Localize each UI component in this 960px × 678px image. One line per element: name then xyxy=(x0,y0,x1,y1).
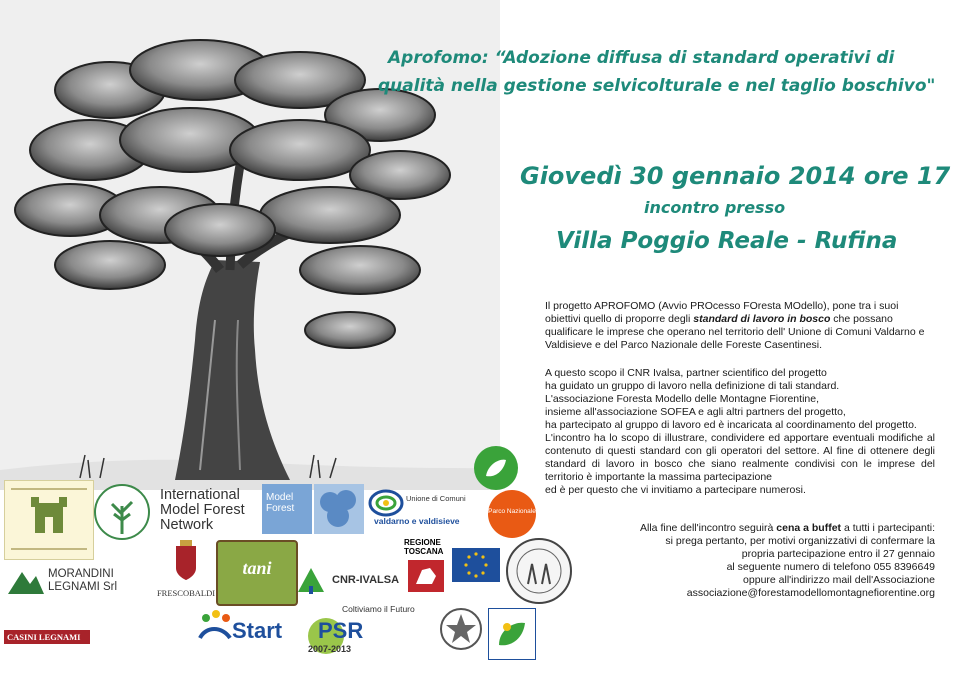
unione-label: Unione di Comuni xyxy=(406,494,466,503)
tree-triangle-icon xyxy=(296,566,326,594)
psr-label: PSR xyxy=(318,618,364,643)
buffet-line: si prega pertanto, per motivi organizzativi di confermare la xyxy=(665,535,935,547)
cnr-ivalsa-logo xyxy=(296,566,406,600)
valdarno-label: valdarno e valdisieve xyxy=(374,516,460,526)
unione-comuni-logo xyxy=(368,488,476,528)
imfn-line-2: Model Forest xyxy=(160,502,245,518)
star-emblem-icon xyxy=(436,602,486,656)
eu-flag-icon xyxy=(452,548,500,582)
morandini-line-2: LEGNAMI Srl xyxy=(48,581,118,593)
model-forest-box-text: Model Forest xyxy=(266,492,295,514)
buffet-text-a: Alla fine dell'incontro seguirà xyxy=(640,522,777,534)
associazione-foresta-modello-logo xyxy=(4,480,94,560)
seal-logo xyxy=(506,538,572,604)
coltiviamo-label: Coltiviamo il Futuro xyxy=(342,604,415,614)
casini-legnami-logo xyxy=(4,630,90,660)
model-forest-circles-logo xyxy=(314,484,364,534)
subtitle-line-2: qualità nella gestione selvicolturale e nel taglio boschivo" xyxy=(378,76,936,96)
venue-title: Villa Poggio Reale - Rufina xyxy=(556,228,898,254)
intro-text-b: che possano qualificare le imprese che operano nel territorio dell' Unione di Comuni Valdarno e Valdisieve e del Parco Nazionale delle Foreste Casentinesi. xyxy=(545,313,925,351)
psr-years: 2007-2013 xyxy=(308,644,352,654)
morandini-logo xyxy=(6,566,146,600)
buffet-paragraph xyxy=(545,522,935,600)
tani-label: tani xyxy=(242,558,272,578)
start-logo xyxy=(196,604,304,658)
intro-text-a: Il progetto APROFOMO (Avvio PROcesso FOresta MOdello), pone tra i suoi obiettivi quello di proporre degli xyxy=(545,300,899,325)
swirl-icon xyxy=(368,488,404,518)
pegasus-icon xyxy=(404,556,448,596)
leader-logo xyxy=(488,608,536,660)
imfn-line-3: Network xyxy=(160,517,214,533)
leaf-icon xyxy=(474,446,518,490)
psr-logo xyxy=(306,604,432,658)
description-line: ha guidato un gruppo di lavoro nella definizione di tali standard. xyxy=(545,380,840,392)
regione-toscana-logo xyxy=(404,538,448,598)
tree-illustration xyxy=(0,0,500,490)
description-paragraph xyxy=(545,367,935,497)
event-date: Giovedì 30 gennaio 2014 ore 17 xyxy=(520,162,951,190)
buffet-text-b: a tutti i partecipanti: xyxy=(841,522,935,534)
buffet-line: propria partecipazione entro il 27 gennaio xyxy=(741,548,935,560)
cnr-label: CNR-IVALSA xyxy=(332,574,400,586)
description-line: ed è per questo che vi invitiamo a partecipare numerosi. xyxy=(545,484,806,496)
meeting-label: incontro presso xyxy=(644,198,786,217)
regione-line-1: REGIONE xyxy=(404,538,441,547)
buffet-line: al seguente numero di telefono 055 8396649 xyxy=(726,561,935,573)
description-line: A questo scopo il CNR Ivalsa, partner scientifico del progetto xyxy=(545,367,827,379)
tani-logo xyxy=(216,540,298,606)
intro-emphasis: standard di lavoro in bosco xyxy=(693,313,831,325)
buffet-bold: cena a buffet xyxy=(776,522,842,534)
imfn-line-1: International xyxy=(160,487,240,503)
subtitle-line-1: Aprofomo: “Adozione diffusa di standard operativi di xyxy=(388,48,895,68)
start-label: Start xyxy=(232,618,283,643)
parco-nazionale-logo xyxy=(488,490,536,538)
frescobaldi-label: FRESCOBALDI xyxy=(156,588,216,598)
buffet-line: oppure all'indirizzo mail dell'Associazione xyxy=(743,574,935,586)
description-line: L'incontro ha lo scopo di illustrare, condividere ed apportare eventuali modifiche al contenuto di questi standard con gli operatori del settore. Al fine di ottenere degli standard di lavoro in bosco che siano realmente condivisi con le imprese del territorio è importante la massima partecipazione xyxy=(545,432,935,483)
description-line: ha partecipato al gruppo di lavoro ed è incaricata al coordinamento del progetto. xyxy=(545,419,917,431)
seal-figures-icon xyxy=(508,540,570,602)
leader-icon xyxy=(489,609,535,659)
people-icon xyxy=(196,608,232,644)
mountain-icon xyxy=(6,566,46,596)
casini-label: CASINI LEGNAMI xyxy=(4,630,90,644)
intro-paragraph xyxy=(545,300,935,352)
regione-line-2: TOSCANA xyxy=(404,547,444,556)
description-line: L'associazione Foresta Modello delle Montagne Fiorentine, xyxy=(545,393,819,405)
model-forest-box-logo xyxy=(262,484,312,534)
frescobaldi-logo xyxy=(150,540,222,602)
morandini-line-1: MORANDINI xyxy=(48,568,114,580)
crest-icon xyxy=(150,540,222,584)
sofea-logo xyxy=(474,446,518,490)
eu-flag-logo xyxy=(452,548,500,592)
description-line: insieme all'associazione SOFEA e agli altri partners del progetto, xyxy=(545,406,846,418)
italian-emblem-logo xyxy=(436,602,486,656)
contact-email[interactable]: associazione@forestamodellomontagnefiorentine.org xyxy=(686,587,935,599)
tree-icon xyxy=(94,484,150,542)
castle-icon xyxy=(5,481,93,559)
parco-label: Parco Nazionale xyxy=(488,508,536,515)
